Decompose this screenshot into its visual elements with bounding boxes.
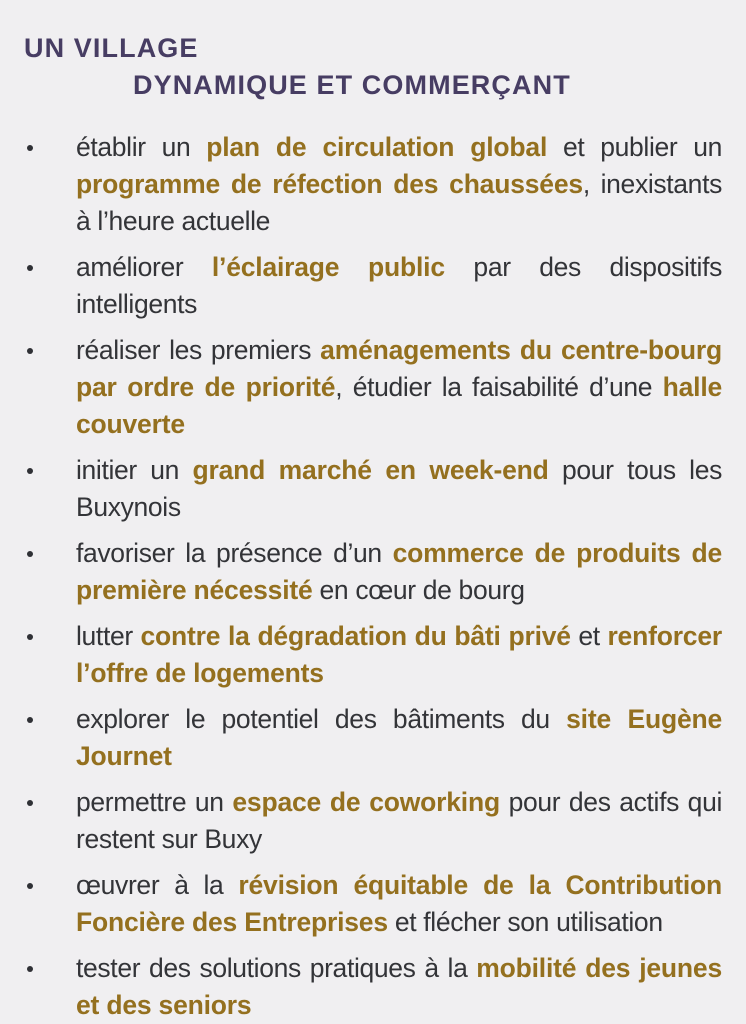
- highlighted-phrase: plan de circulation global: [206, 131, 548, 162]
- highlighted-phrase: programme de réfection des chaussées: [76, 168, 583, 199]
- highlighted-phrase: grand marché en week-end: [192, 454, 549, 485]
- body-phrase: par des dispositifs intelligents: [76, 251, 722, 319]
- bullet-amenagements: [76, 332, 722, 443]
- body-phrase: favoriser la présence d’un: [76, 537, 393, 568]
- body-phrase: , étudier la faisabilité d’une: [335, 371, 663, 402]
- bullet-circulation: [76, 129, 722, 240]
- body-phrase: en cœur de bourg: [312, 574, 525, 605]
- list-item: [0, 249, 746, 323]
- bullet-eclairage: [76, 249, 722, 323]
- list-item: [0, 452, 746, 526]
- highlighted-phrase: contre la dégradation du bâti privé: [140, 620, 571, 651]
- highlighted-phrase: l’éclairage public: [211, 251, 445, 282]
- list-item: [0, 129, 746, 240]
- bullet-point-icon: [27, 800, 33, 806]
- body-phrase: permettre un: [76, 786, 233, 817]
- bullet-mobilite: [76, 950, 722, 1024]
- page-title: [0, 0, 746, 105]
- body-phrase: tester des solutions pratiques à la: [76, 952, 477, 983]
- bullet-point-icon: [27, 265, 33, 271]
- body-phrase: et: [570, 620, 608, 651]
- bullet-point-icon: [27, 966, 33, 972]
- body-phrase: pour tous les Buxynois: [76, 454, 722, 522]
- body-phrase: pour des actifs qui restent sur Buxy: [76, 786, 722, 854]
- body-phrase: lutter: [76, 620, 141, 651]
- title-line-1: UN VILLAGE: [24, 33, 199, 63]
- bullet-coworking: [76, 784, 722, 858]
- title-line-2: DYNAMIQUE ET COMMERÇANT: [133, 70, 571, 101]
- highlighted-phrase: espace de coworking: [232, 786, 500, 817]
- body-phrase: et publier un: [547, 131, 722, 162]
- highlighted-phrase: renforcer l’offre de logements: [76, 620, 722, 688]
- highlighted-phrase: commerce de produits de première nécessité: [76, 537, 723, 605]
- bullet-cfe: [76, 867, 722, 941]
- list-item: [0, 535, 746, 609]
- list-item: [0, 867, 746, 941]
- list-item: [0, 950, 746, 1024]
- highlighted-phrase: mobilité des jeunes et des seniors: [76, 952, 722, 1020]
- body-phrase: explorer le potentiel des bâtiments du: [76, 703, 567, 734]
- body-phrase: initier un: [76, 454, 193, 485]
- list-item: [0, 332, 746, 443]
- body-phrase: et flécher son utilisation: [387, 906, 663, 937]
- highlighted-phrase: révision équitable de la Contribution Foncière des Entreprises: [76, 869, 722, 937]
- highlighted-phrase: aménagements du centre-bourg par ordre de priorité: [76, 334, 722, 402]
- bullet-site-eugene-journet: [76, 701, 722, 775]
- body-phrase: améliorer: [76, 251, 212, 282]
- highlighted-phrase: halle couverte: [76, 371, 723, 439]
- bullet-marche: [76, 452, 722, 526]
- body-phrase: établir un: [76, 131, 207, 162]
- bullet-point-icon: [27, 348, 33, 354]
- bullet-commerce: [76, 535, 722, 609]
- body-phrase: réaliser les premiers: [76, 334, 321, 365]
- list-item: [0, 784, 746, 858]
- body-phrase: œuvrer à la: [76, 869, 239, 900]
- proposals-list: [0, 129, 746, 1024]
- bullet-point-icon: [27, 145, 33, 151]
- bullet-bati: [76, 618, 722, 692]
- bullet-point-icon: [27, 883, 33, 889]
- bullet-point-icon: [27, 468, 33, 474]
- list-item: [0, 618, 746, 692]
- body-phrase: , inexistants à l’heure actuelle: [76, 168, 722, 236]
- bullet-point-icon: [27, 634, 33, 640]
- highlighted-phrase: site Eugène Journet: [76, 703, 723, 771]
- list-item: [0, 701, 746, 775]
- bullet-point-icon: [27, 717, 33, 723]
- bullet-point-icon: [27, 551, 33, 557]
